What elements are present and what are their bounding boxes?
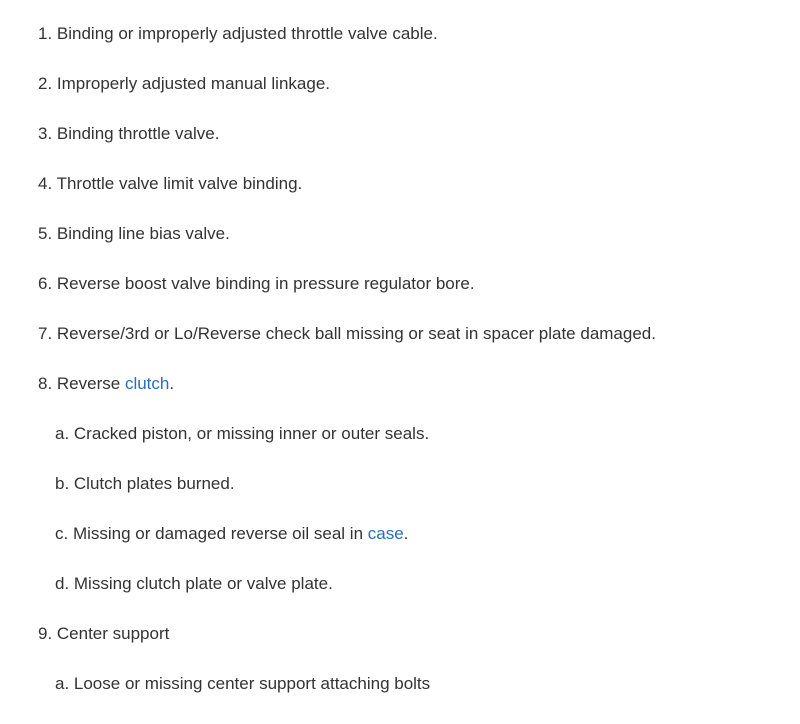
sub-list-item bbox=[38, 424, 800, 474]
list-item-suffix: . bbox=[403, 524, 409, 543]
case-link[interactable]: case bbox=[367, 524, 404, 543]
list-item-text: 7. Reverse/3rd or Lo/Reverse check ball missing or seat in spacer plate damaged. bbox=[38, 324, 656, 343]
list-item-text: 1. Binding or improperly adjusted throttle valve cable. bbox=[38, 24, 438, 43]
sub-list-item bbox=[38, 524, 800, 574]
list-item bbox=[38, 24, 800, 74]
list-item bbox=[38, 74, 800, 124]
list-item bbox=[38, 324, 800, 374]
list-item-text: 4. Throttle valve limit valve binding. bbox=[38, 174, 303, 193]
diagnosis-list bbox=[38, 24, 800, 724]
list-item-text: 9. Center support bbox=[38, 624, 170, 643]
list-item-text: c. Missing or damaged reverse oil seal in bbox=[55, 524, 368, 543]
list-item-text: a. Cracked piston, or missing inner or outer seals. bbox=[55, 424, 430, 443]
clutch-link[interactable]: clutch bbox=[124, 374, 170, 393]
list-item-suffix: . bbox=[169, 374, 175, 393]
list-item bbox=[38, 624, 800, 674]
list-item-text: 6. Reverse boost valve binding in pressure regulator bore. bbox=[38, 274, 475, 293]
list-item bbox=[38, 224, 800, 274]
sub-list-item bbox=[38, 574, 800, 624]
list-item-text: 2. Improperly adjusted manual linkage. bbox=[38, 74, 330, 93]
sub-list-item bbox=[38, 674, 800, 724]
sub-list-item bbox=[38, 474, 800, 524]
list-item-text: a. Loose or missing center support attaching bolts bbox=[55, 674, 431, 693]
list-item bbox=[38, 174, 800, 224]
list-item-text: d. Missing clutch plate or valve plate. bbox=[55, 574, 333, 593]
list-item bbox=[38, 374, 800, 424]
list-item-text: 8. Reverse bbox=[38, 374, 125, 393]
list-item-text: b. Clutch plates burned. bbox=[55, 474, 235, 493]
list-item-text: 5. Binding line bias valve. bbox=[38, 224, 230, 243]
list-item-text: 3. Binding throttle valve. bbox=[38, 124, 220, 143]
list-item bbox=[38, 124, 800, 174]
list-item bbox=[38, 274, 800, 324]
